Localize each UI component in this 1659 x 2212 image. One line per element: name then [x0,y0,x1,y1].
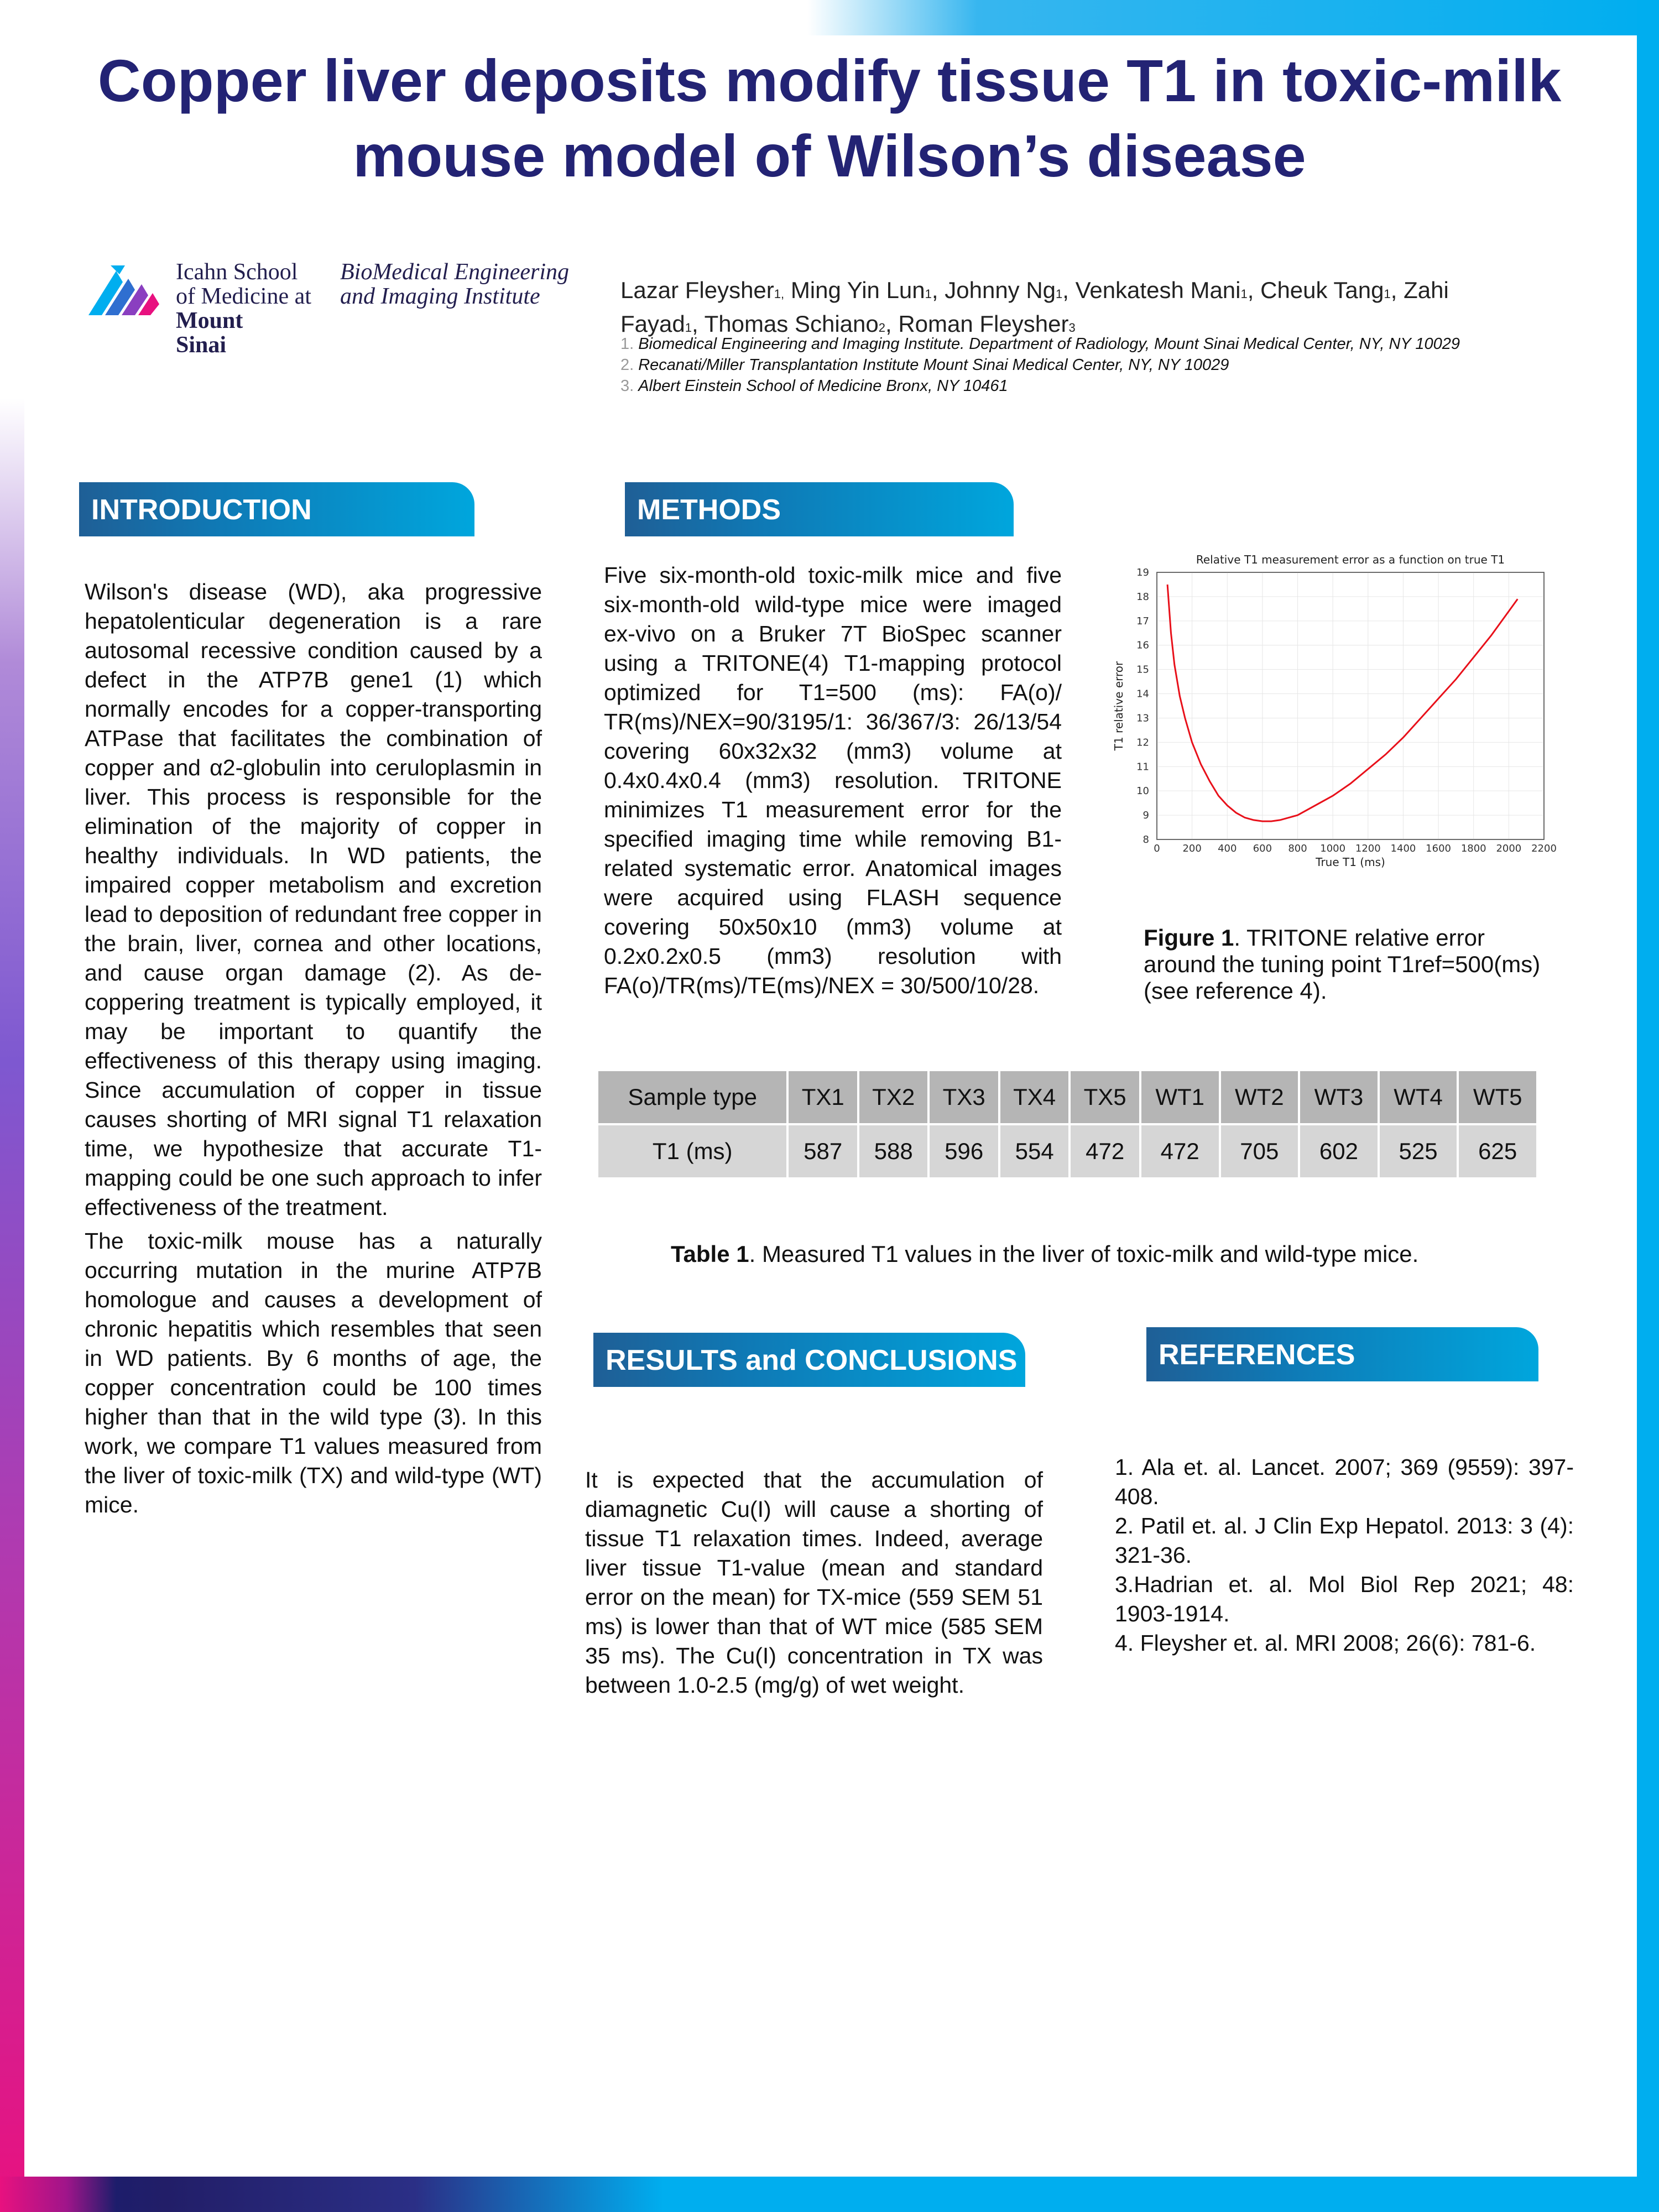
institute-line-1: BioMedical Engineering [340,259,570,285]
school-line-4: Sinai [176,332,227,358]
table-cell: 705 [1221,1125,1298,1177]
table-cell: 602 [1300,1125,1378,1177]
author: Roman Fleysher3 [898,311,1076,337]
mount-sinai-logo [88,260,575,359]
chart-y-tick-label: 14 [1136,688,1149,700]
school-line-3: Mount [176,308,243,333]
table-header-cell: WT1 [1141,1071,1219,1123]
table-cell: 625 [1459,1125,1536,1177]
frame-left-band [0,0,24,2212]
author: Thomas Schiano2, [704,311,892,337]
table-cell: 588 [859,1125,927,1177]
table-cell: 596 [930,1125,998,1177]
table-cell: 472 [1141,1125,1219,1177]
mount-sinai-mark-icon [88,260,177,321]
t1-table [596,1069,1538,1180]
author: Johnny Ng1, [945,277,1069,303]
chart-x-tick-label: 1800 [1460,843,1486,854]
t1-error-chart [1106,545,1559,888]
chart-y-tick-label: 12 [1136,737,1149,749]
frame-top-band [807,0,1659,35]
table-header-cell: WT5 [1459,1071,1536,1123]
table-header-cell: TX5 [1071,1071,1139,1123]
reference-item: 1. Ala et. al. Lancet. 2007; 369 (9559): 397-408. [1115,1454,1574,1509]
frame-bottom-band [0,2177,1659,2212]
table-header-cell: TX4 [1000,1071,1068,1123]
table-header-cell: TX3 [930,1071,998,1123]
table-header-cell: WT3 [1300,1071,1378,1123]
affiliation-2: 2. Recanati/Miller Transplantation Institute Mount Sinai Medical Center, NY, NY 10029 [620,356,1229,374]
table-caption: Table 1. Measured T1 values in the liver of toxic-milk and wild-type mice. [671,1241,1419,1267]
school-line-2: of Medicine at [176,284,311,309]
table-cell: T1 (ms) [598,1125,786,1177]
methods-text: Five six-month-old toxic-milk mice and five six-month-old wild-type mice were imaged ex-vivo on a Bruker 7T BioSpec scanner using a TRITONE(4) T1-mapping protocol optimized for T1=500 (ms): FA(o)/ TR(ms)/NEX=90/3195/1: 36/367/3: 26/13/54 covering 60x32x32 (mm3) volume at 0.4x0.4x0.4 (mm3) resolution. TRITONE minimizes T1 measurement error for the specified imaging time while removing B1-related systematic error. Anatomical images were acquired using FLASH sequence covering 50x50x10 (mm3) volume at 0.2x0.2x0.5 (mm3) resolution with FA(o)/TR(ms)/TE(ms)/NEX = 30/500/10/28. [604,562,1062,998]
chart-x-tick-label: 2000 [1496,843,1522,854]
chart-x-tick-label: 1400 [1390,843,1416,854]
chart-plot-area [1157,572,1544,839]
table-cell: 472 [1071,1125,1139,1177]
chart-y-tick-label: 18 [1136,591,1149,603]
chart-x-tick-label: 600 [1253,843,1272,854]
poster-title: Copper liver deposits modify tissue T1 in toxic-milk mouse model of Wilson’s disease [97,47,1562,189]
school-name [176,260,311,357]
table-header-cell: WT2 [1221,1071,1298,1123]
table-header-cell: TX1 [789,1071,857,1123]
chart-x-tick-label: 200 [1182,843,1202,854]
reference-item: 2. Patil et. al. J Clin Exp Hepatol. 2013: 3 (4): 321-36. [1115,1513,1574,1568]
table-header-row [598,1071,1536,1123]
author: Zahi Fayad1, [620,277,1449,337]
chart-y-label: T1 relative error [1112,661,1125,751]
institute-name [340,260,569,309]
introduction-paragraph-2: The toxic-milk mouse has a naturally occurring mutation in the murine ATP7B homologue and causes a development of chronic hepatitis which resembles that seen in WD patients. By 6 months of age, the copper concentration could be 100 times higher than that in the wild type (3). In this work, we compare T1 values measured from the liver of toxic-milk (TX) and wild-type (WT) mice. [85,1228,542,1517]
reference-item: 3.Hadrian et. al. Mol Biol Rep 2021; 48: 1903-1914. [1115,1572,1574,1626]
school-line-1: Icahn School [176,259,298,285]
author: Lazar Fleysher1, [620,277,785,303]
chart-y-tick-label: 16 [1136,639,1149,651]
table-header-cell: Sample type [598,1071,786,1123]
affiliation-3: 3. Albert Einstein School of Medicine Bronx, NY 10461 [620,377,1008,395]
chart-x-label: True T1 (ms) [1316,855,1385,869]
section-header-results: RESULTS and CONCLUSIONS [593,1333,1025,1387]
chart-x-tick-label: 1600 [1426,843,1451,854]
author: Ming Yin Lun1, [790,277,938,303]
section-header-methods: METHODS [625,482,1014,536]
table-header-cell: WT4 [1380,1071,1457,1123]
chart-x-tick-label: 2200 [1531,843,1557,854]
chart-y-tick-label: 11 [1136,761,1149,773]
chart-x-tick-label: 800 [1288,843,1307,854]
chart-x-tick-label: 1000 [1320,843,1346,854]
chart-x-tick-label: 1200 [1355,843,1381,854]
chart-y-tick-label: 19 [1136,567,1149,578]
table-cell: 554 [1000,1125,1068,1177]
author: Venkatesh Mani1, [1075,277,1254,303]
section-header-references: REFERENCES [1146,1327,1538,1381]
reference-item: 4. Fleysher et. al. MRI 2008; 26(6): 781-6. [1115,1630,1536,1656]
introduction-text [85,577,542,1520]
results-text: It is expected that the accumulation of diamagnetic Cu(I) will cause a shorting of tissue T1 relaxation times. Indeed, average liver tissue T1-value (mean and standard error on the mean) for TX-mice (559 SEM 51 ms) is lower than that of WT mice (585 SEM 35 ms). The Cu(I) concentration in TX was between 1.0-2.5 (mg/g) of wet weight. [585,1467,1043,1698]
affiliation-1: 1. Biomedical Engineering and Imaging Institute. Department of Radiology, Mount Sinai Medical Center, NY, NY 10029 [620,335,1460,353]
chart-x-tick-label: 0 [1154,843,1160,854]
chart-y-tick-label: 10 [1136,785,1149,797]
chart-y-tick-label: 15 [1136,664,1149,676]
chart-y-tick-label: 13 [1136,712,1149,724]
chart-title: Relative T1 measurement error as a function on true T1 [1196,553,1505,566]
table-cell: 587 [789,1125,857,1177]
chart-x-tick-label: 400 [1218,843,1237,854]
figure-caption: Figure 1. TRITONE relative error around the tuning point T1ref=500(ms) (see reference 4). [1144,925,1541,1004]
author-list [620,275,1527,343]
frame-right-band [1637,0,1659,2212]
table-header-cell: TX2 [859,1071,927,1123]
chart-y-tick-label: 17 [1136,615,1149,627]
introduction-paragraph-1: Wilson's disease (WD), aka progressive hepatolenticular degeneration is a rare autosomal recessive condition caused by a defect in the ATP7B gene1 (1) which normally encodes for a copper-transporting ATPase that facilitates the combination of copper and α2-globulin into ceruloplasmin in liver. This process is responsible for the elimination of the majority of copper in healthy individuals. In WD patients, the impaired copper metabolism and excretion lead to deposition of redundant free copper in the brain, liver, cornea and other locations, and cause organ damage (2). As de-coppering treatment is typically employed, it may be important to quantify the effectiveness of this therapy using imaging. Since accumulation of copper in tissue causes shorting of MRI signal T1 relaxation time, we hypothesize that accurate T1-mapping could be one such approach to infer effectiveness of the treatment. [85,579,542,1220]
chart-y-tick-label: 8 [1142,834,1149,846]
section-header-introduction: INTRODUCTION [79,482,474,536]
author: Cheuk Tang1, [1260,277,1397,303]
table-cell: 525 [1380,1125,1457,1177]
chart-y-tick-label: 9 [1142,810,1149,822]
table-row [598,1125,1536,1177]
institute-line-2: and Imaging Institute [340,284,540,309]
references-list [1115,1453,1574,1658]
